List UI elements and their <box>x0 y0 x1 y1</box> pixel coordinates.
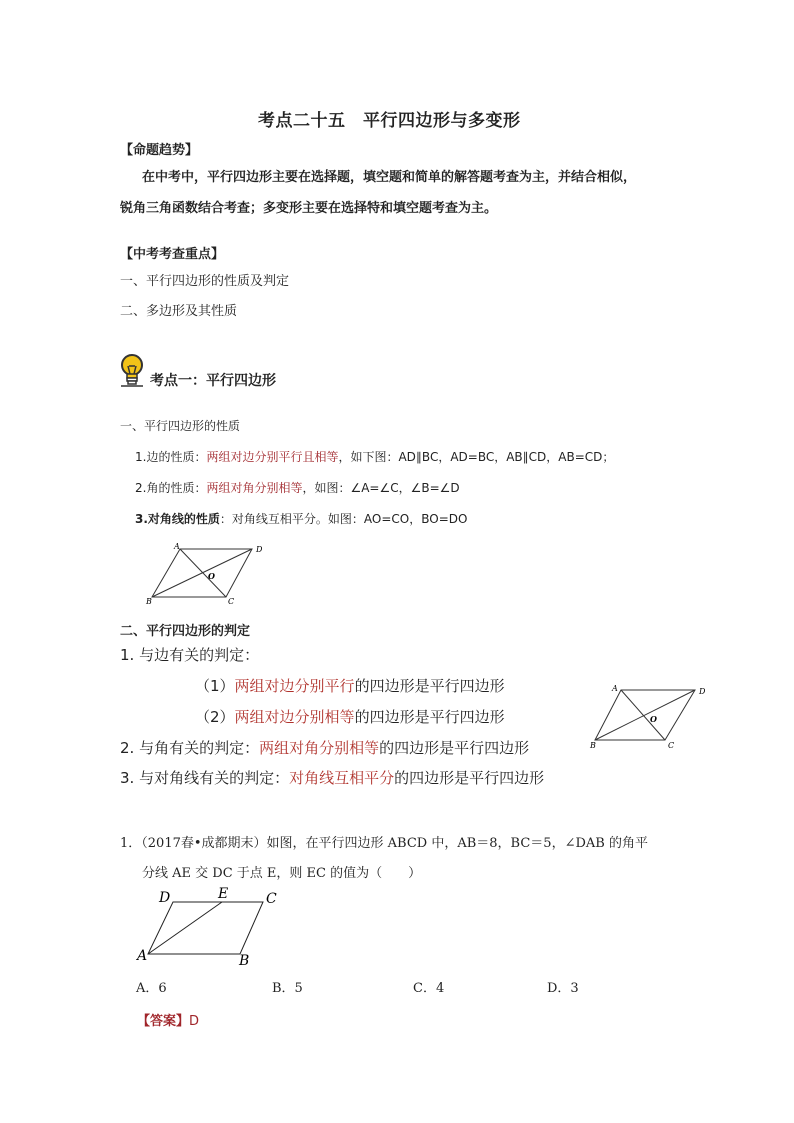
question-figure <box>130 884 290 970</box>
qfig-label-e: E <box>218 886 229 902</box>
properties-heading: 一、平行四边形的性质 <box>120 419 241 433</box>
property-diagonals-prefix: 3.对角线的性质 <box>135 512 220 526</box>
page-title: 考点二十五 平行四边形与多变形 <box>258 111 521 131</box>
property-angles <box>135 479 460 496</box>
judgement-sides-parallel-num: （1） <box>195 677 235 695</box>
judgement-sides-equal-highlight: 两组对边分别相等 <box>234 708 355 726</box>
answer <box>137 1010 199 1029</box>
trend-heading: 【命题趋势】 <box>120 143 199 158</box>
property-sides <box>135 448 614 465</box>
judgement-diagonals-highlight: 对角线互相平分 <box>289 769 395 787</box>
parallelogram-figure-1 <box>140 538 270 610</box>
property-angles-highlight: 两组对角分别相等 <box>206 481 303 495</box>
question-line-2: 分线 AE 交 DC 于点 E，则 EC 的值为（ ） <box>142 866 422 881</box>
lightbulb-icon <box>119 352 145 388</box>
fig2-label-b: B <box>590 741 596 750</box>
fig2-label-a: A <box>612 684 618 693</box>
property-sides-highlight: 两组对边分别平行且相等 <box>206 450 339 464</box>
fig2-label-c: C <box>668 741 675 750</box>
judgement-angles-highlight: 两组对角分别相等 <box>259 739 380 757</box>
judgement-angles-rest: 的四边形是平行四边形 <box>379 739 530 757</box>
property-diagonals-suffix: ：对角线互相平分。如图：AO=CO，BO=DO <box>219 512 468 526</box>
option-a: A．6 <box>136 981 167 996</box>
property-angles-suffix: ，如图：∠A=∠C，∠B=∠D <box>302 481 460 495</box>
judgement-sides-equal <box>195 706 505 727</box>
question-line-1: 1．（2017春•成都期末）如图，在平行四边形 ABCD 中，AB＝8，BC＝5，∠DAB 的角平 <box>120 836 648 851</box>
qfig-label-c: C <box>266 891 277 907</box>
judgement-sides-parallel <box>195 675 505 696</box>
answer-value: D <box>189 1014 200 1029</box>
fig1-label-o: O <box>208 571 215 581</box>
fig1-label-a: A <box>174 542 180 551</box>
judgement-sides: 1. 与边有关的判定： <box>120 646 260 664</box>
judgement-sides-equal-rest: 的四边形是平行四边形 <box>354 708 505 726</box>
judgement-diagonals-rest: 的四边形是平行四边形 <box>394 769 545 787</box>
property-diagonals <box>135 510 467 527</box>
judgement-angles-prefix: 2. 与角有关的判定： <box>120 739 260 757</box>
trend-line-1: 在中考中，平行四边形主要在选择题，填空题和简单的解答题考查为主，并结合相似， <box>142 170 637 185</box>
fig1-label-b: B <box>146 597 152 606</box>
trend-line-2: 锐角三角函数结合考查；多变形主要在选择特和填空题考查为主。 <box>120 201 498 216</box>
property-sides-prefix: 1.边的性质： <box>135 450 207 464</box>
answer-tag: 【答案】 <box>137 1014 190 1029</box>
fig2-label-d: D <box>699 687 706 696</box>
kaodian-label: 考点一：平行四边形 <box>150 373 276 389</box>
property-sides-suffix: ，如下图：AD∥BC，AD=BC，AB∥CD，AB=CD； <box>338 450 615 464</box>
property-angles-prefix: 2.角的性质： <box>135 481 207 495</box>
focus-heading: 【中考考查重点】 <box>120 247 225 262</box>
judgement-heading: 二、平行四边形的判定 <box>120 624 251 639</box>
judgement-angles <box>120 737 529 758</box>
judgement-sides-equal-num: （2） <box>195 708 235 726</box>
parallelogram-figure-2 <box>588 680 718 752</box>
qfig-label-a: A <box>137 948 148 964</box>
qfig-label-d: D <box>159 890 171 906</box>
judgement-diagonals-prefix: 3. 与对角线有关的判定： <box>120 769 290 787</box>
judgement-sides-parallel-highlight: 两组对边分别平行 <box>234 677 355 695</box>
option-c: C．4 <box>413 981 445 996</box>
option-d: D．3 <box>547 981 579 996</box>
fig2-label-o: O <box>650 714 657 724</box>
qfig-label-b: B <box>239 953 250 969</box>
fig1-label-d: D <box>256 545 263 554</box>
focus-item-2: 二、多边形及其性质 <box>120 304 238 319</box>
option-b: B．5 <box>272 981 303 996</box>
judgement-diagonals <box>120 767 544 788</box>
fig1-label-c: C <box>228 597 235 606</box>
judgement-sides-parallel-rest: 的四边形是平行四边形 <box>354 677 505 695</box>
focus-item-1: 一、平行四边形的性质及判定 <box>120 274 290 289</box>
